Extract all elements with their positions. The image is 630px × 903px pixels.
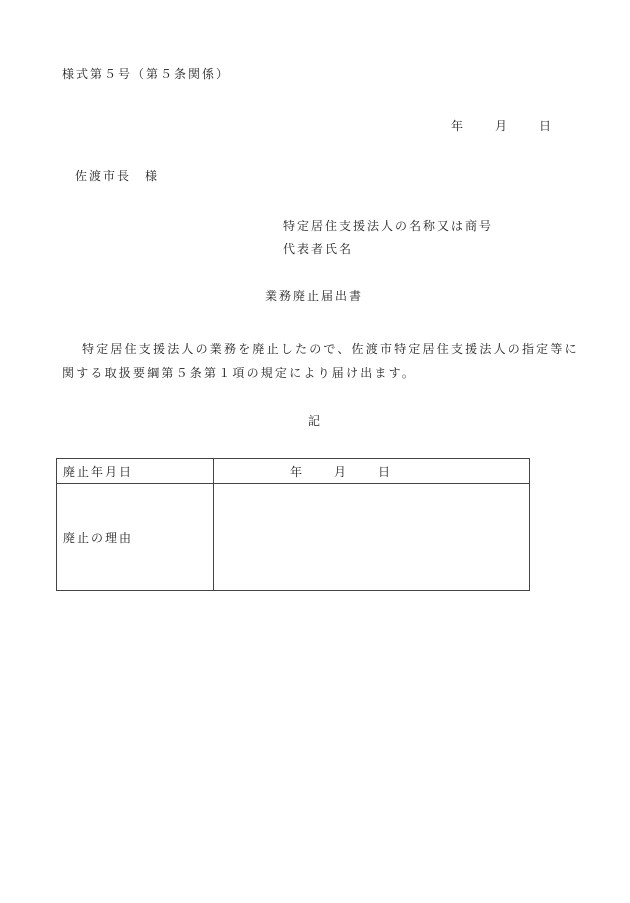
abolition-year-label: 年 [290, 464, 305, 479]
table-row-abolition-reason [57, 484, 530, 591]
document-title: 業務廃止届出書 [265, 289, 364, 303]
recipient-name: 佐渡市長 [75, 169, 132, 183]
abolition-reason-label: 廃止の理由 [57, 484, 214, 591]
abolition-date-label: 廃止年月日 [57, 459, 214, 484]
ki-heading: 記 [308, 414, 323, 428]
recipient-honorific: 様 [145, 169, 160, 183]
form-number: 様式第５号（第５条関係） [62, 67, 231, 81]
table-row-abolition-date [57, 459, 530, 484]
recipient [75, 169, 159, 183]
date-month-label: 月 [495, 119, 510, 133]
applicant-name-label: 特定居住支援法人の名称又は商号 [283, 219, 494, 233]
date-year-label: 年 [451, 119, 466, 133]
abolition-date-field[interactable] [214, 459, 530, 484]
body-text: 特定居住支援法人の業務を廃止したので、佐渡市特定居住支援法人の指定等に関する取扱要綱第５条第１項の規定により届け出ます。 [62, 342, 579, 380]
date-day-label: 日 [539, 119, 554, 133]
submission-date [451, 119, 553, 133]
abolition-day-label: 日 [378, 464, 393, 479]
abolition-reason-field[interactable] [214, 484, 530, 591]
representative-name-label: 代表者氏名 [283, 242, 354, 256]
body-paragraph [62, 337, 582, 385]
details-table [56, 458, 530, 591]
abolition-month-label: 月 [334, 464, 349, 479]
